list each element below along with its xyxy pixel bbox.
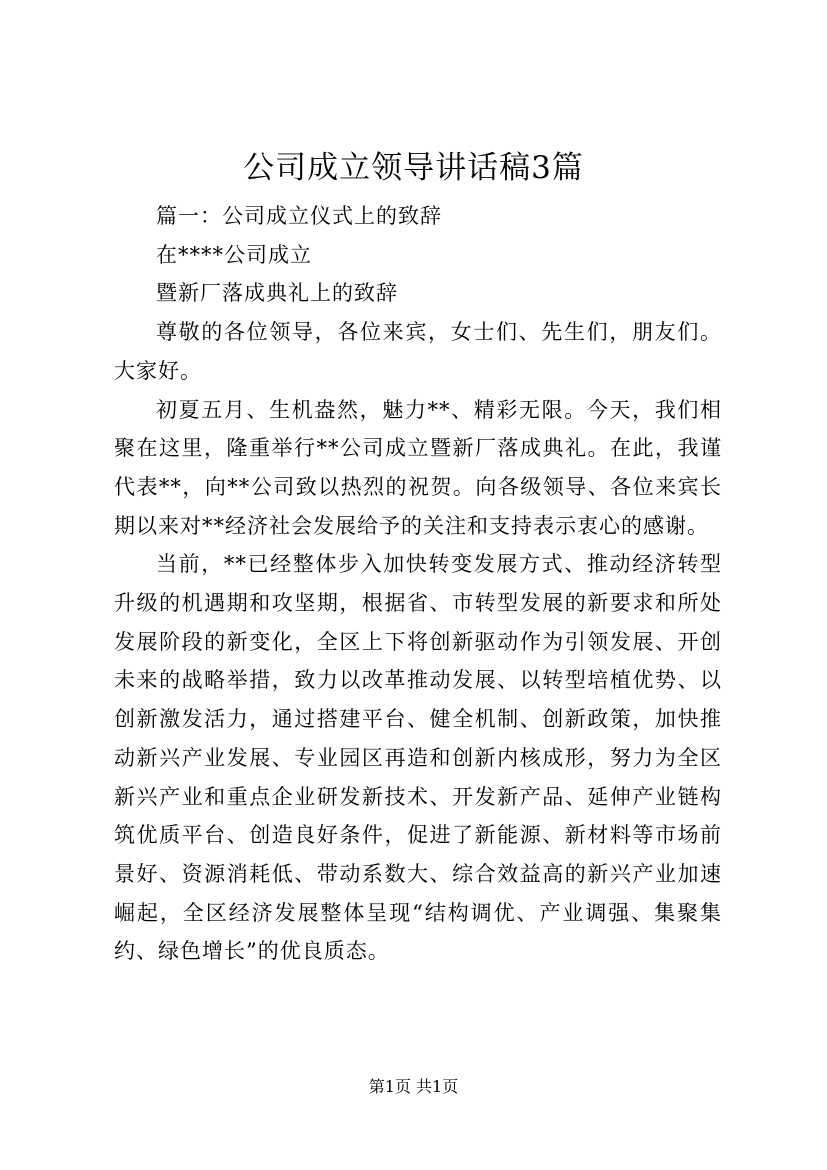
greeting-paragraph: 尊敬的各位领导，各位来宾，女士们、先生们，朋友们。大家好。 <box>114 320 722 383</box>
development-paragraph: 当前，**已经整体步入加快转变发展方式、推动经济转型升级的机遇期和攻坚期，根据省、市转型发展的新要求和所处发展阶段的新变化，全区上下将创新驱动作为引领发展、开创未来的战略举措，致力以改革推动发展、以转型培植优势、以创新激发活力，通过搭建平台、健全机制、创新政策，加快推动新兴产业发展、专业园区再造和创新内核成形，努力为全区新兴产业和重点企业研发新技术、开发新产品、延伸产业链构筑优质平台、创造良好条件，促进了新能源、新材料等市场前景好、资源消耗低、带动系数大、综合效益高的新兴产业加速崛起，全区经济发展整体呈现“结构调优、产业调强、集聚集约、绿色增长”的优良质态。 <box>114 552 722 964</box>
speech-title-line-1: 在****公司成立 <box>156 242 312 267</box>
page-number: 第1页 共1页 <box>368 1077 459 1096</box>
speech-title-line-2: 暨新厂落成典礼上的致辞 <box>156 281 398 306</box>
document-body <box>114 197 722 971</box>
opening-paragraph: 初夏五月、生机盎然，魅力**、精彩无限。今天，我们相聚在这里，隆重举行**公司成立暨新厂落成典礼。在此，我谨代表**，向**公司致以热烈的祝贺。向各级领导、各位来宾长期以来对**经济社会发展给予的关注和支持表示衷心的感谢。 <box>114 397 722 538</box>
section-heading: 篇一：公司成立仪式上的致辞 <box>156 204 442 228</box>
document-title: 公司成立领导讲话稿3篇 <box>243 150 584 186</box>
